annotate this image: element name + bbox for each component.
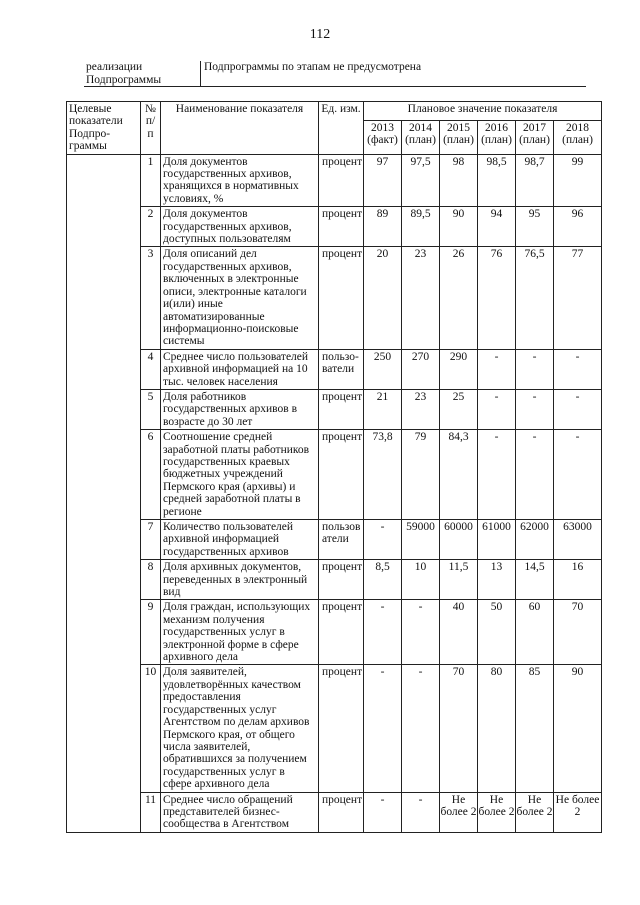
indicator-value: 97,5 bbox=[402, 154, 440, 207]
indicator-value: - bbox=[516, 389, 554, 429]
header-unit: Ед. изм. bbox=[319, 102, 364, 155]
header-goal: Целевые показатели Подпро-граммы bbox=[67, 102, 141, 155]
table-row bbox=[67, 154, 602, 207]
indicator-value: 10 bbox=[402, 560, 440, 600]
row-number: 10 bbox=[141, 665, 161, 792]
summary-label: реализации Подпрограммы bbox=[84, 61, 201, 87]
indicator-value: 89 bbox=[364, 207, 402, 247]
indicator-value: 98 bbox=[440, 154, 478, 207]
indicator-value: 95 bbox=[516, 207, 554, 247]
indicator-name: Доля работников государственных архивов в возрасте до 30 лет bbox=[161, 389, 319, 429]
indicator-value: - bbox=[478, 430, 516, 520]
row-number: 3 bbox=[141, 247, 161, 349]
indicator-value: - bbox=[554, 430, 602, 520]
indicator-name: Доля описаний дел государственных архивов, включенных в электронные описи, электронные каталоги и(или) иные автоматизированные информационно-поисковые системы bbox=[161, 247, 319, 349]
header-num: № п/п bbox=[141, 102, 161, 155]
indicator-value: 90 bbox=[554, 665, 602, 792]
indicator-value: 26 bbox=[440, 247, 478, 349]
goal-column-blank bbox=[67, 154, 141, 832]
indicator-name: Доля документов государственных архивов, хранящихся в нормативных условиях, % bbox=[161, 154, 319, 207]
indicator-unit: процент bbox=[319, 207, 364, 247]
table-row bbox=[67, 560, 602, 600]
indicator-name: Доля заявителей, удовлетворённых качеством предоставления государственных услуг Агентством по делам архивов Пермского края, от общего числа заявителей, обратившихся за получением государственных услуг в сфере архивного дела bbox=[161, 665, 319, 792]
indicator-value: 89,5 bbox=[402, 207, 440, 247]
indicator-value: - bbox=[516, 349, 554, 389]
indicator-unit: процент bbox=[319, 430, 364, 520]
indicator-name: Доля граждан, использующих механизм получения государственных услуг в электронной форме в сфере архивного дела bbox=[161, 600, 319, 665]
table-row bbox=[67, 389, 602, 429]
row-number: 9 bbox=[141, 600, 161, 665]
year-label: 2014 bbox=[409, 122, 432, 135]
summary-table bbox=[84, 61, 586, 87]
indicator-value: - bbox=[554, 349, 602, 389]
indicator-value: 8,5 bbox=[364, 560, 402, 600]
indicator-value: 63000 bbox=[554, 520, 602, 560]
indicator-value: Не более 2 bbox=[554, 792, 602, 832]
indicator-value: - bbox=[402, 665, 440, 792]
year-note: (план) bbox=[443, 134, 474, 147]
indicator-value: 77 bbox=[554, 247, 602, 349]
year-note: (план) bbox=[481, 134, 512, 147]
row-number: 7 bbox=[141, 520, 161, 560]
indicator-value: 70 bbox=[440, 665, 478, 792]
year-note: (факт) bbox=[367, 134, 398, 147]
indicator-value: Не более 2 bbox=[440, 792, 478, 832]
row-number: 2 bbox=[141, 207, 161, 247]
indicator-value: 11,5 bbox=[440, 560, 478, 600]
indicator-unit: пользов атели bbox=[319, 520, 364, 560]
indicator-value: 76,5 bbox=[516, 247, 554, 349]
indicator-value: - bbox=[364, 792, 402, 832]
indicator-value: 290 bbox=[440, 349, 478, 389]
indicator-value: 94 bbox=[478, 207, 516, 247]
indicators-table bbox=[66, 101, 602, 833]
table-row bbox=[67, 665, 602, 792]
row-number: 1 bbox=[141, 154, 161, 207]
indicator-value: - bbox=[402, 600, 440, 665]
table-row bbox=[67, 792, 602, 832]
year-header bbox=[440, 121, 478, 155]
indicator-value: - bbox=[478, 389, 516, 429]
indicator-value: 23 bbox=[402, 389, 440, 429]
year-label: 2017 bbox=[523, 122, 546, 135]
indicator-value: 80 bbox=[478, 665, 516, 792]
indicator-value: 85 bbox=[516, 665, 554, 792]
header-plan: Плановое значение показателя bbox=[364, 102, 602, 121]
indicator-value: Не более 2 bbox=[478, 792, 516, 832]
year-label: 2013 bbox=[371, 122, 394, 135]
year-note: (план) bbox=[405, 134, 436, 147]
indicator-value: - bbox=[364, 520, 402, 560]
year-note: (план) bbox=[519, 134, 550, 147]
indicator-value: 70 bbox=[554, 600, 602, 665]
indicator-value: - bbox=[554, 389, 602, 429]
indicator-name: Доля документов государственных архивов, доступных пользователям bbox=[161, 207, 319, 247]
indicator-value: 14,5 bbox=[516, 560, 554, 600]
indicator-value: - bbox=[516, 430, 554, 520]
row-number: 4 bbox=[141, 349, 161, 389]
year-header bbox=[516, 121, 554, 155]
indicator-value: 60000 bbox=[440, 520, 478, 560]
table-row bbox=[67, 247, 602, 349]
indicator-value: 76 bbox=[478, 247, 516, 349]
indicator-value: 99 bbox=[554, 154, 602, 207]
indicator-value: 250 bbox=[364, 349, 402, 389]
indicator-value: 90 bbox=[440, 207, 478, 247]
table-row bbox=[67, 349, 602, 389]
indicator-value: 20 bbox=[364, 247, 402, 349]
summary-value: Подпрограммы по этапам не предусмотрена bbox=[201, 61, 587, 87]
indicator-unit: процент bbox=[319, 665, 364, 792]
indicator-value: 59000 bbox=[402, 520, 440, 560]
table-row bbox=[67, 207, 602, 247]
indicator-value: - bbox=[478, 349, 516, 389]
row-number: 11 bbox=[141, 792, 161, 832]
indicator-unit: процент bbox=[319, 560, 364, 600]
indicator-value: 50 bbox=[478, 600, 516, 665]
year-label: 2018 bbox=[566, 122, 590, 135]
indicator-name: Среднее число обращений представителей бизнес-сообщества в Агентством bbox=[161, 792, 319, 832]
table-row bbox=[67, 600, 602, 665]
indicator-value: - bbox=[402, 792, 440, 832]
indicator-value: 40 bbox=[440, 600, 478, 665]
indicator-value: 23 bbox=[402, 247, 440, 349]
indicator-value: 270 bbox=[402, 349, 440, 389]
indicators-body bbox=[67, 154, 602, 832]
indicator-value: 21 bbox=[364, 389, 402, 429]
year-note: (план) bbox=[562, 134, 593, 147]
indicator-value: 84,3 bbox=[440, 430, 478, 520]
table-row bbox=[67, 430, 602, 520]
indicator-name: Среднее число пользователей архивной информацией на 10 тыс. человек населения bbox=[161, 349, 319, 389]
indicator-value: 62000 bbox=[516, 520, 554, 560]
indicator-name: Соотношение средней заработной платы работников государственных краевых бюджетных учреждений Пермского края (архивы) и средней заработной платы в регионе bbox=[161, 430, 319, 520]
indicator-unit: процент bbox=[319, 600, 364, 665]
indicator-value: - bbox=[364, 665, 402, 792]
indicator-value: 98,7 bbox=[516, 154, 554, 207]
row-number: 6 bbox=[141, 430, 161, 520]
indicator-value: 97 bbox=[364, 154, 402, 207]
year-label: 2016 bbox=[485, 122, 508, 135]
indicator-value: 13 bbox=[478, 560, 516, 600]
indicator-value: 61000 bbox=[478, 520, 516, 560]
header-name: Наименование показателя bbox=[161, 102, 319, 155]
indicator-name: Доля архивных документов, переведенных в электронный вид bbox=[161, 560, 319, 600]
indicator-name: Количество пользователей архивной информацией государственных архивов bbox=[161, 520, 319, 560]
year-header bbox=[478, 121, 516, 155]
table-row bbox=[67, 520, 602, 560]
indicator-value: 79 bbox=[402, 430, 440, 520]
indicator-value: 73,8 bbox=[364, 430, 402, 520]
row-number: 8 bbox=[141, 560, 161, 600]
indicator-value: 16 bbox=[554, 560, 602, 600]
indicator-unit: пользо-ватели bbox=[319, 349, 364, 389]
indicator-unit: процент bbox=[319, 792, 364, 832]
indicator-value: - bbox=[364, 600, 402, 665]
indicator-unit: процент bbox=[319, 389, 364, 429]
indicator-value: 96 bbox=[554, 207, 602, 247]
indicator-unit: процент bbox=[319, 247, 364, 349]
year-label: 2015 bbox=[447, 122, 470, 135]
year-header bbox=[402, 121, 440, 155]
indicator-value: 25 bbox=[440, 389, 478, 429]
page-number: 112 bbox=[309, 27, 331, 42]
indicator-value: Не более 2 bbox=[516, 792, 554, 832]
year-header bbox=[364, 121, 402, 155]
indicator-value: 60 bbox=[516, 600, 554, 665]
year-header bbox=[554, 121, 602, 155]
row-number: 5 bbox=[141, 389, 161, 429]
indicator-unit: процент bbox=[319, 154, 364, 207]
indicator-value: 98,5 bbox=[478, 154, 516, 207]
